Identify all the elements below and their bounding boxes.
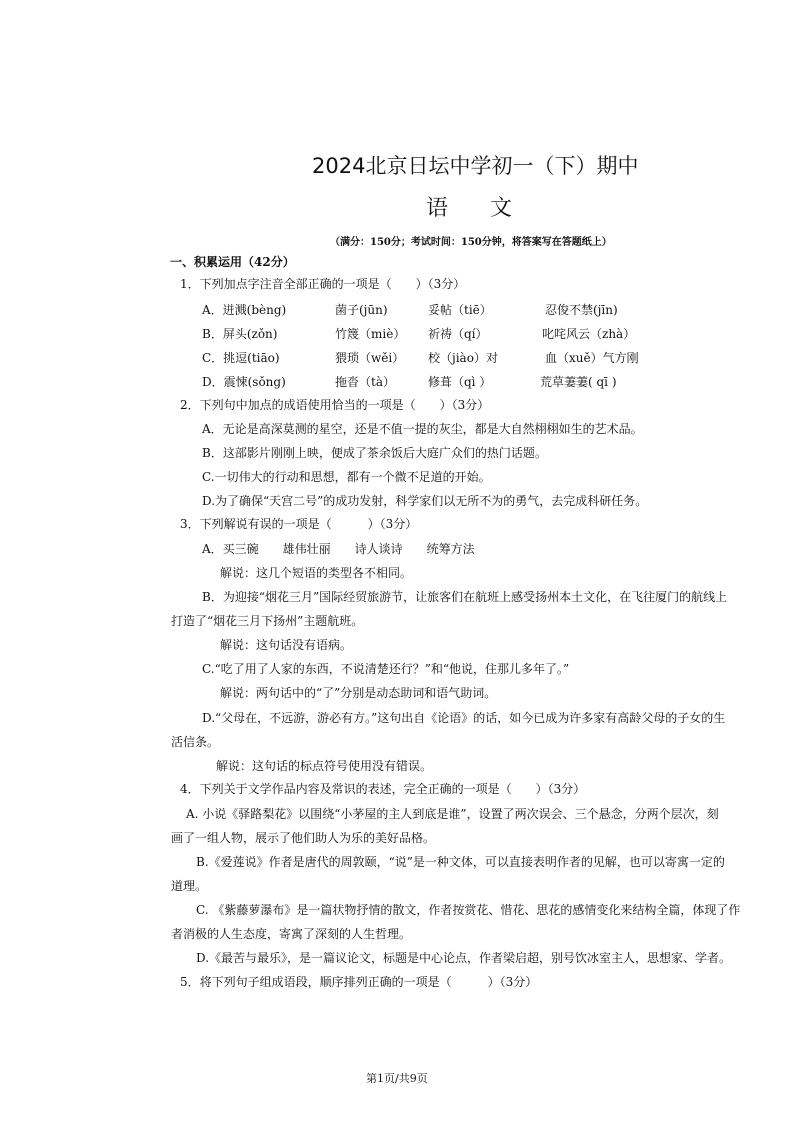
q1-c-2: 猥琐（wěi） (335, 351, 405, 365)
q1-d-2: 拖沓（tà） (335, 375, 395, 389)
q4-option-a-line1: A. 小说《驿路梨花》以围绕“小茅屋的主人到底是谁”，设置了两次误会、三个悬念，分两个层次，刻 (186, 807, 719, 821)
q3-option-d-line1: D.“父母在，不远游，游必有方。”这句出自《论语》的话，如今已成为许多家有高龄父母的子女的生 (202, 711, 726, 725)
q3-stem: 3．下列解说有误的一项是（ ）（3分） (180, 517, 418, 531)
q2-stem: 2．下列句中加点的成语使用恰当的一项是（ ）（3分） (180, 398, 490, 412)
q3-option-d-note: 解说：这句话的标点符号使用没有错误。 (216, 759, 433, 773)
q4-option-d: D.《最苦与最乐》，是一篇议论文，标题是中心论点，作者梁启超，别号饮冰室主人，思想家、学者。 (196, 951, 732, 965)
q5-stem: 5．将下列句子组成语段，顺序排列正确的一项是（ ）（3分） (180, 975, 538, 989)
q1-c-4: 血（xuě）气方刚 (545, 351, 639, 365)
q1-a-3: 妥帖（tiē） (428, 303, 492, 317)
exam-title: 2024北京日坛中学初一（下）期中 (312, 154, 639, 178)
q1-d-1: D．震悚(sǒng) (202, 375, 286, 389)
q1-b-1: B．屏头(zǒn) (202, 327, 278, 341)
q1-d-3: 修葺（qì ） (428, 375, 492, 389)
q3-option-a: A．买三碗 雄伟壮丽 诗人谈诗 统筹方法 (202, 542, 475, 556)
q3-option-b-line2: 打造了“烟花三月下扬州”主题航班。 (171, 614, 364, 628)
q4-option-a-line2: 画了一组人物，展示了他们助人为乐的美好品格。 (171, 831, 436, 845)
q1-b-2: 竹篾（miè） (335, 327, 406, 341)
q4-stem: 4．下列关于文学作品内容及常识的表述，完全正确的一项是（ ）（3分） (180, 782, 586, 796)
q4-option-c-line1: C. 《紫藤萝瀑布》是一篇状物抒情的散文，作者按赏花、惜花、思花的感情变化来结构全篇，体现了作 (196, 903, 741, 917)
q1-a-2: 菌子(jūn) (335, 303, 388, 317)
q3-option-b-line1: B．为迎接“烟花三月”国际经贸旅游节，让旅客们在航班上感受扬州本土文化，在飞往厦门的航线上 (202, 590, 728, 604)
q1-stem: 1．下列加点字注音全部正确的一项是（ ）（3分） (180, 277, 466, 291)
q1-b-3: 祈祷（qí） (428, 327, 488, 341)
q1-a-1: A．迸溅(bèng) (202, 303, 287, 317)
q4-option-b-line2: 道理。 (171, 879, 208, 893)
q1-a-4: 忍俊不禁(jīn) (545, 303, 618, 317)
q3-option-d-line2: 活信条。 (171, 735, 220, 749)
q3-option-a-note: 解说：这几个短语的类型各不相同。 (220, 566, 413, 580)
q3-option-c: C.“吃了用了人家的东西，不说清楚还行？”和“他说，住那儿多年了。” (202, 662, 570, 676)
q4-option-b-line1: B.《爱莲说》作者是唐代的周敦颐，“说”是一种文体，可以直接表明作者的见解，也可以寄寓一定的 (196, 855, 725, 869)
subject-char-2: 文 (490, 196, 513, 221)
q2-option-c: C.一切伟大的行动和思想，都有一个微不足道的开始。 (202, 470, 491, 484)
q1-d-4: 荒草萋萋( qī ) (540, 375, 617, 389)
q1-c-3: 校（jiào）对 (428, 351, 498, 365)
q1-c-1: C．挑逗(tiāo) (202, 351, 280, 365)
page-number: 第1页/共9页 (366, 1072, 428, 1085)
q2-option-d: D.为了确保“天宫二号”的成功发射，科学家们以无所不为的勇气，去完成科研任务。 (202, 494, 648, 508)
section-heading: 一、积累运用（42分） (170, 255, 295, 269)
q3-option-c-note: 解说：两句话中的“了”分别是动态助词和语气助词。 (220, 686, 497, 700)
q4-option-c-line2: 者消极的人生态度，寄寓了深刻的人生哲理。 (171, 927, 412, 941)
q1-b-4: 叱咤风云（zhà） (542, 327, 636, 341)
q3-option-b-note: 解说：这句话没有语病。 (220, 638, 353, 652)
subject-char-1: 语 (426, 196, 449, 221)
q2-option-a: A．无论是高深莫测的星空，还是不值一提的灰尘，都是大自然栩栩如生的艺术品。 (202, 422, 643, 436)
q2-option-b: B．这部影片刚刚上映，便成了茶余饭后大庭广众们的热门话题。 (202, 446, 547, 460)
exam-note: （满分：150分；考试时间：150分钟，将答案写在答题纸上） (330, 237, 612, 248)
